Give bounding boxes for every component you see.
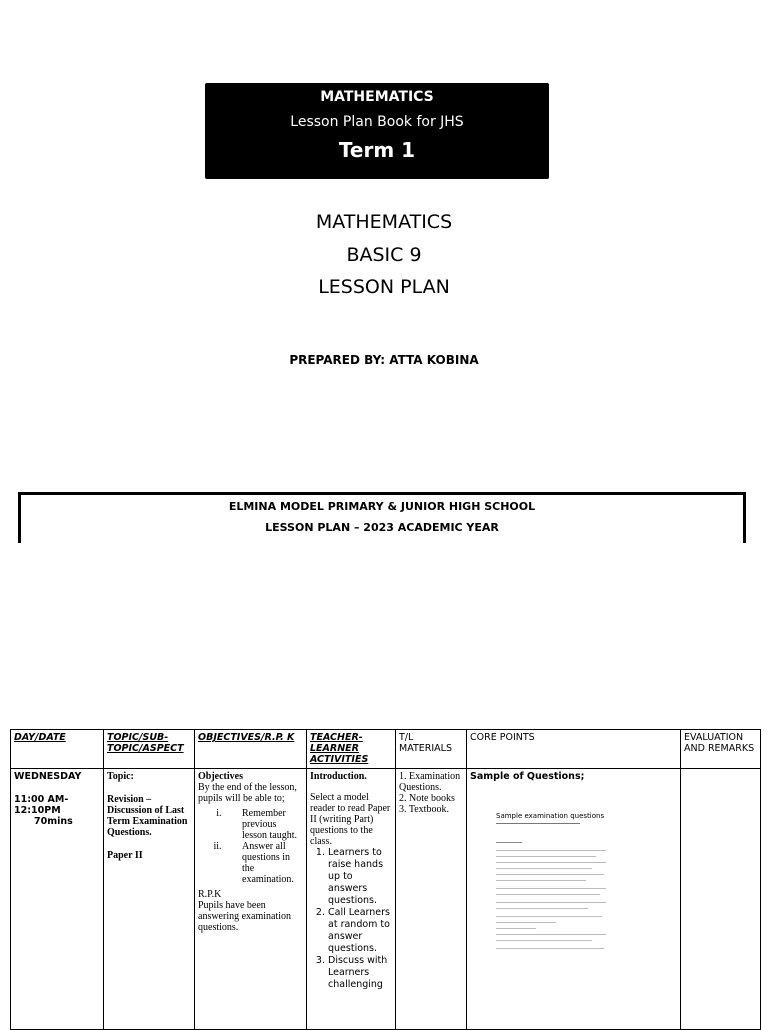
banner-subject: MATHEMATICS — [320, 89, 434, 105]
material-item: 3. Textbook. — [399, 804, 449, 815]
lesson-duration: 70mins — [34, 816, 73, 827]
rpk-text: Pupils have been answering examination questions. — [198, 900, 292, 933]
cell-core-points — [467, 769, 681, 1030]
header-day-date: DAY/DATE — [11, 730, 104, 769]
core-title: Sample of Questions; — [470, 771, 585, 782]
lesson-plan-table — [10, 729, 761, 1030]
header-evaluation: EVALUATION AND REMARKS — [681, 730, 761, 769]
title-banner — [205, 83, 549, 179]
list-item: 1. Learners to raise hands up to answers questions. — [328, 847, 392, 907]
objectives-title: Objectives — [198, 771, 243, 782]
cell-topic — [104, 769, 195, 1030]
table-header-row — [11, 730, 761, 769]
cover-doc-type: LESSON PLAN — [318, 276, 450, 298]
material-item: 1. Examination Questions. — [399, 771, 461, 793]
rpk-label: R.P.K — [198, 889, 222, 900]
table-row — [11, 769, 761, 1030]
objectives-intro: By the end of the lesson, pupils will be able to; — [198, 782, 297, 804]
header-materials: T/L MATERIALS — [396, 730, 467, 769]
banner-term: Term 1 — [338, 138, 416, 162]
topic-text: Revision – Discussion of Last Term Examination Questions. — [107, 794, 188, 838]
header-core-points: CORE POINTS — [467, 730, 681, 769]
lesson-plan-year: LESSON PLAN – 2023 ACADEMIC YEAR — [265, 521, 499, 534]
activities-list — [310, 847, 392, 991]
sample-questions-image — [470, 788, 608, 958]
lesson-time: 11:00 AM-12:10PM — [14, 794, 69, 816]
intro-text: Select a model reader to read Paper II (writing Part) questions to the class. — [310, 792, 391, 847]
intro-title: Introduction. — [310, 771, 367, 782]
header-topic: TOPIC/SUB-TOPIC/ASPECT — [104, 730, 195, 769]
prepared-by: PREPARED BY: ATTA KOBINA — [289, 353, 479, 367]
cell-objectives — [195, 769, 307, 1030]
list-item: i. Remember previous lesson taught. — [224, 808, 303, 841]
day-name: WEDNESDAY — [14, 771, 82, 782]
list-item: ii. Answer all questions in the examination. — [224, 841, 303, 885]
school-name: ELMINA MODEL PRIMARY & JUNIOR HIGH SCHOOL — [228, 500, 536, 513]
cell-evaluation — [681, 769, 761, 1030]
list-item: 3. Discuss with Learners challenging — [328, 955, 392, 991]
banner-book-title: Lesson Plan Book for JHS — [290, 114, 464, 130]
topic-label: Topic: — [107, 771, 134, 782]
list-item: 2. Call Learners at random to answer questions. — [328, 907, 392, 955]
objectives-list — [198, 808, 303, 885]
cell-materials — [396, 769, 467, 1030]
cover-class: BASIC 9 — [346, 244, 422, 266]
topic-aspect: Paper II — [107, 850, 143, 861]
header-activities: TEACHER-LEARNER ACTIVITIES — [307, 730, 396, 769]
cover-subject: MATHEMATICS — [315, 211, 453, 233]
header-objectives: OBJECTIVES/R.P. K — [195, 730, 307, 769]
cell-day-date — [11, 769, 104, 1030]
cell-activities — [307, 769, 396, 1030]
sample-doc-title: Sample examination questions — [496, 812, 605, 820]
page-break — [0, 543, 768, 573]
material-item: 2. Note books — [399, 793, 455, 804]
